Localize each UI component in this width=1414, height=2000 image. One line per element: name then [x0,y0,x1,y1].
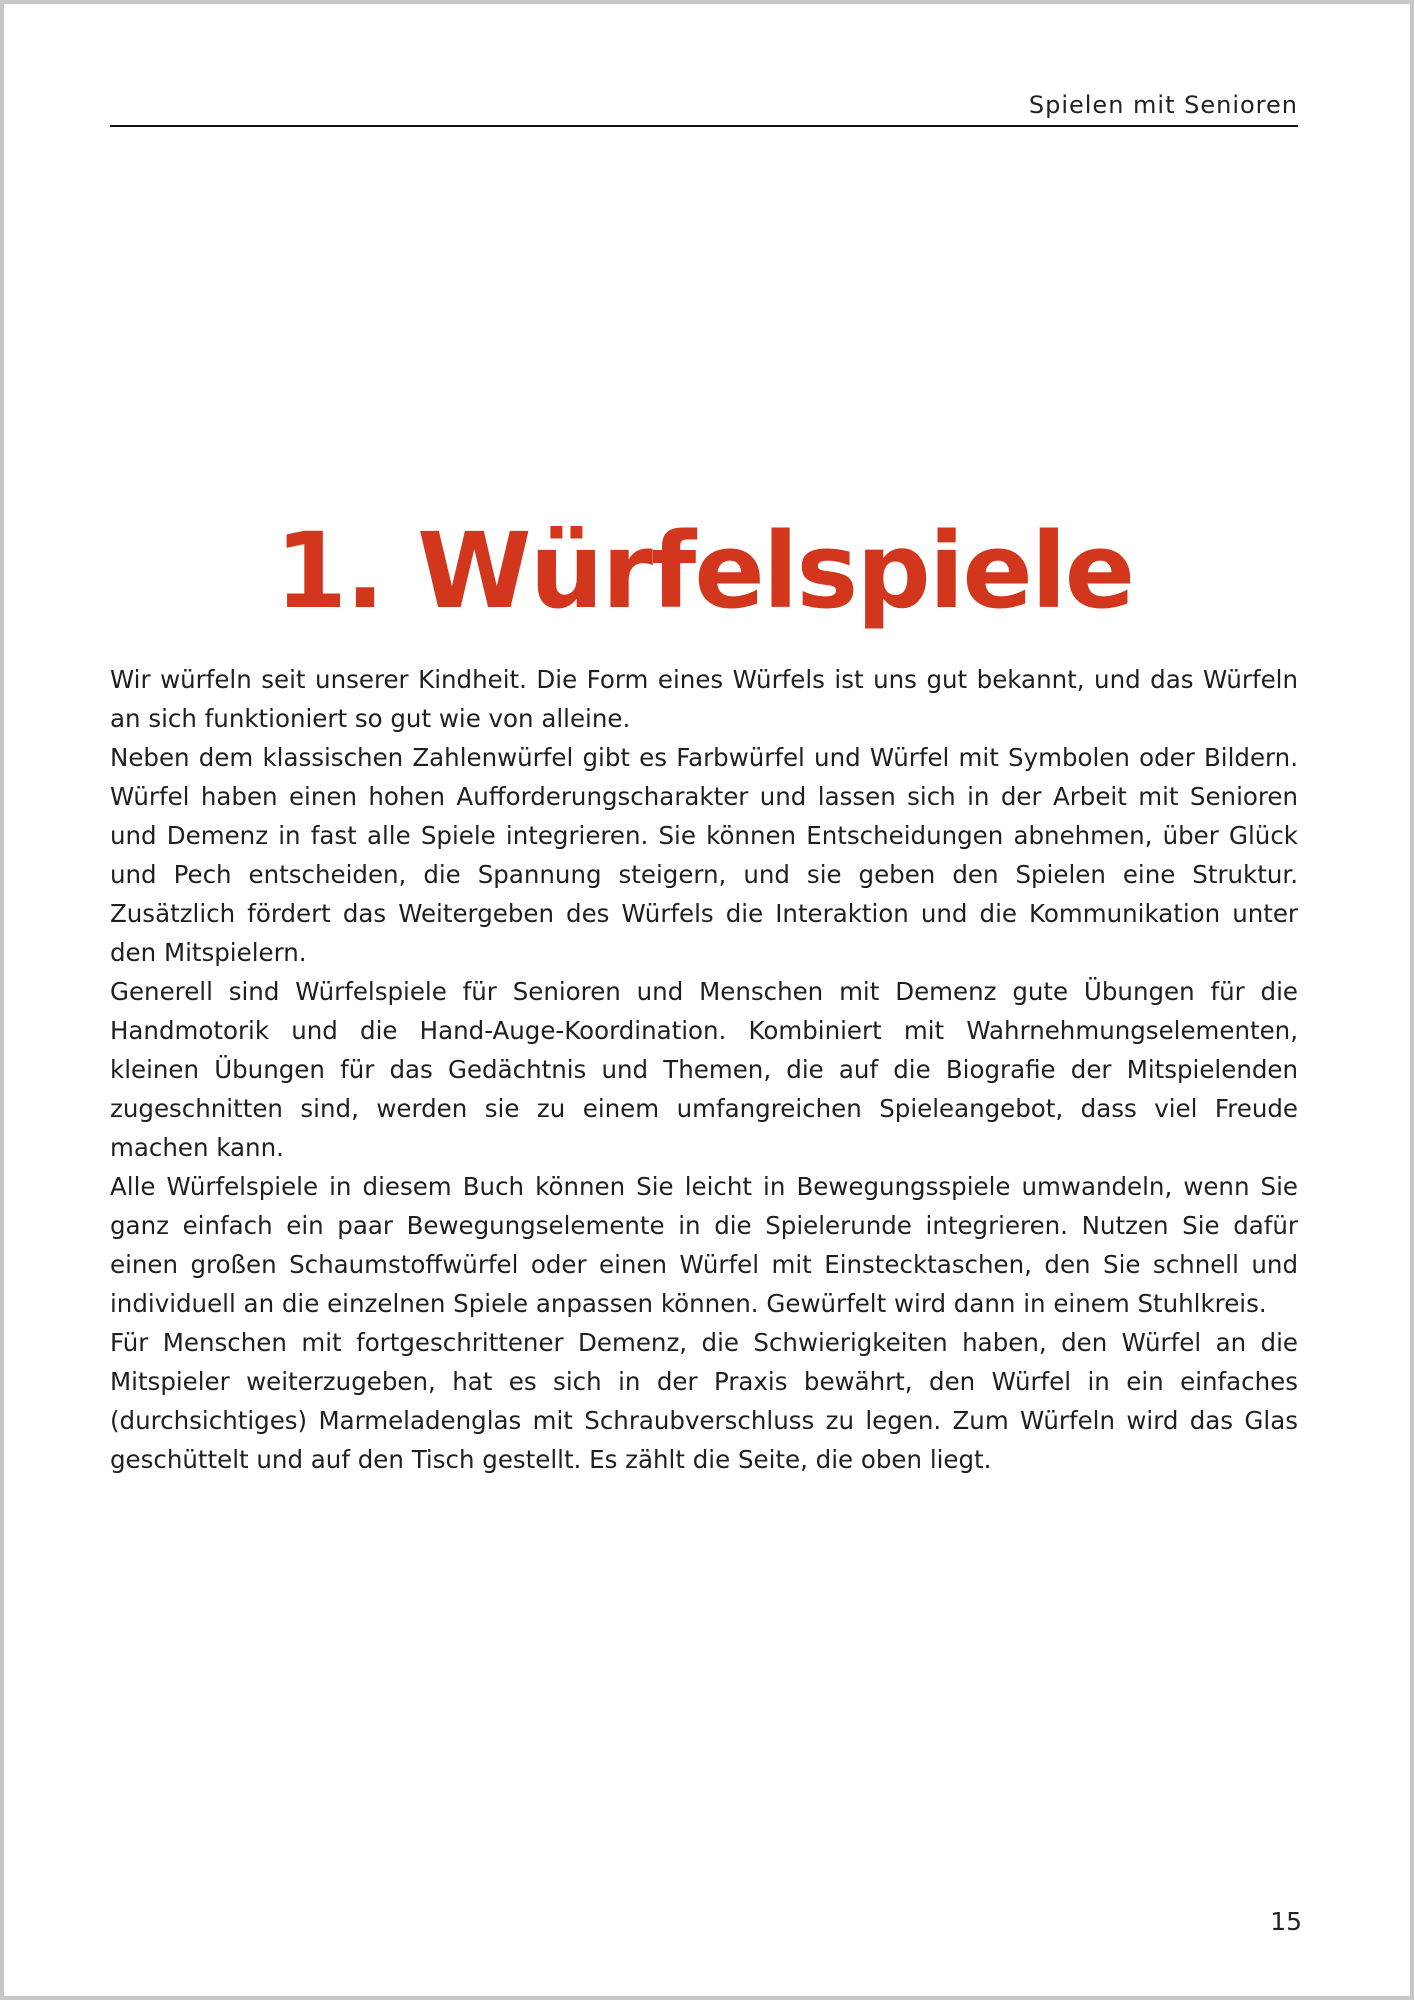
paragraph: Alle Würfelspiele in diesem Buch können Sie leicht in Bewegungsspiele umwandeln, wenn Sie ganz einfach ein paar Bewegungselemente in die Spielerunde integrieren. Nutzen Sie dafür einen großen Schaumstoffwürfel oder einen Würfel mit Einstecktaschen, den Sie schnell und individuell an die einzelnen Spiele anpassen können. Gewürfelt wird dann in einem Stuhlkreis. [110,1172,1298,1318]
chapter-title: 1. Würfelspiele [274,510,1134,632]
paragraph: Für Menschen mit fortgeschrittener Demenz, die Schwierigkeiten haben, den Würfel an die Mitspieler weiterzugeben, hat es sich in der Praxis bewährt, den Würfel in ein einfaches (durchsichtiges) Marmeladenglas mit Schraubverschluss zu legen. Zum Würfeln wird das Glas geschüttelt und auf den Tisch gestellt. Es zählt die Seite, die oben liegt. [110,1328,1298,1474]
paragraph: Neben dem klassischen Zahlenwürfel gibt es Farbwürfel und Würfel mit Symbolen oder Bildern. Würfel haben einen hohen Aufforderungscharakter und lassen sich in der Arbeit mit Senioren und Demenz in fast alle Spiele integrieren. Sie können Entscheidungen abnehmen, über Glück und Pech entscheiden, die Spannung steigern, und sie geben den Spielen eine Struktur. Zusätzlich fördert das Weitergeben des Würfels die Interaktion und die Kommunikation unter den Mitspielern. [110,743,1298,967]
body-text [110,660,1298,1479]
running-header: Spielen mit Senioren [1028,91,1298,119]
paragraph: Generell sind Würfelspiele für Senioren und Menschen mit Demenz gute Übungen für die Handmotorik und die Hand-Auge-Koordination. Kombiniert mit Wahrnehmungselementen, kleinen Übungen für das Gedächtnis und Themen, die auf die Biografie der Mitspielenden zugeschnitten sind, werden sie zu einem umfangreichen Spieleangebot, dass viel Freude machen kann. [110,977,1298,1162]
paragraph: Wir würfeln seit unserer Kindheit. Die Form eines Würfels ist uns gut bekannt, und das Würfeln an sich funktioniert so gut wie von alleine. [110,665,1298,733]
page-number: 15 [1270,1907,1302,1936]
header-rule [110,125,1298,127]
